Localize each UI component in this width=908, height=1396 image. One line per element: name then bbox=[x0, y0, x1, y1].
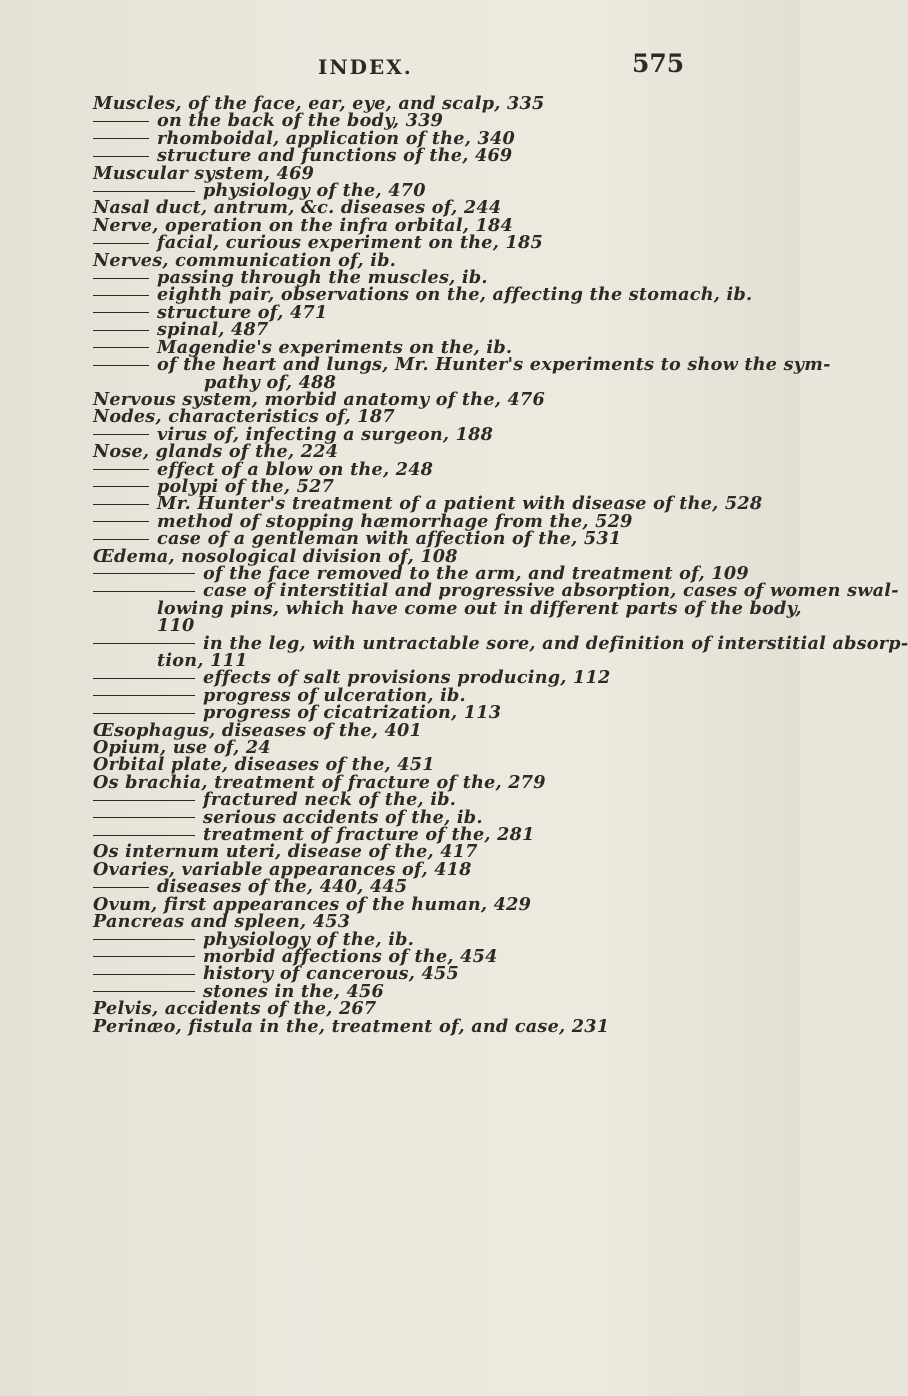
repeat-dash bbox=[93, 800, 195, 801]
repeat-dash bbox=[93, 539, 149, 540]
repeat-dash bbox=[93, 243, 149, 244]
entry-text: progress of ulceration, ib. bbox=[203, 684, 466, 706]
index-entry bbox=[0, 458, 800, 480]
repeat-dash bbox=[93, 312, 149, 313]
entry-text: Pancreas and spleen, 453 bbox=[93, 911, 351, 933]
repeat-dash bbox=[93, 817, 195, 818]
entry-text: progress of cicatrization, 113 bbox=[203, 702, 502, 724]
repeat-dash bbox=[93, 486, 149, 487]
page-number: 575 bbox=[632, 49, 685, 78]
entry-text: Os brachia, treatment of fracture of the, 279 bbox=[93, 771, 546, 793]
index-entry bbox=[0, 1015, 800, 1037]
entry-text: passing through the muscles, ib. bbox=[157, 267, 488, 289]
entry-text: physiology of the, 470 bbox=[203, 180, 426, 202]
entry-text: Nose, glands of the, 224 bbox=[93, 441, 339, 463]
entry-text: polypi of the, 527 bbox=[157, 475, 335, 497]
repeat-dash bbox=[93, 156, 149, 157]
entry-text: spinal, 487 bbox=[157, 319, 269, 341]
entry-text: structure and functions of the, 469 bbox=[157, 145, 513, 167]
entry-text: Muscular system, 469 bbox=[93, 162, 315, 184]
repeat-dash bbox=[93, 835, 195, 836]
repeat-dash bbox=[93, 521, 149, 522]
entry-text: Mr. Hunter's treatment of a patient with disease of the, 528 bbox=[157, 493, 763, 515]
entry-text: effects of salt provisions producing, 112 bbox=[203, 667, 611, 689]
entry-text: Nerves, communication of, ib. bbox=[93, 249, 397, 271]
entry-text: Os internum uteri, disease of the, 417 bbox=[93, 841, 478, 863]
entry-text: Pelvis, accidents of the, 267 bbox=[93, 998, 377, 1020]
entry-text: effect of a blow on the, 248 bbox=[157, 458, 434, 480]
entry-text: eighth pair, observations on the, affecting the stomach, ib. bbox=[157, 284, 753, 306]
entry-text: of the face removed to the arm, and treatment of, 109 bbox=[203, 562, 749, 584]
entry-text: on the back of the body, 339 bbox=[157, 110, 444, 132]
entry-text: Magendie's experiments on the, ib. bbox=[157, 336, 513, 358]
entry-text: Perinæo, fistula in the, treatment of, and case, 231 bbox=[93, 1015, 610, 1037]
entry-text: method of stopping hæmorrhage from the, 529 bbox=[157, 510, 633, 532]
entry-text: morbid affections of the, 454 bbox=[203, 945, 498, 967]
index-entry bbox=[0, 301, 800, 323]
entry-text: Nodes, characteristics of, 187 bbox=[93, 406, 395, 428]
entry-text: diseases of the, 440, 445 bbox=[157, 876, 408, 898]
repeat-dash bbox=[93, 504, 149, 505]
repeat-dash bbox=[93, 347, 149, 348]
repeat-dash bbox=[93, 974, 195, 975]
entry-text: Œdema, nosological division of, 108 bbox=[93, 545, 458, 567]
repeat-dash bbox=[93, 678, 195, 679]
entry-text: 110 bbox=[157, 615, 195, 637]
entry-text: fractured neck of the, ib. bbox=[203, 789, 457, 811]
repeat-dash bbox=[93, 713, 195, 714]
entry-text: in the leg, with untractable sore, and definition of interstitial absorp- bbox=[203, 632, 908, 654]
repeat-dash bbox=[93, 434, 149, 435]
entry-text: Orbital plate, diseases of the, 451 bbox=[93, 754, 435, 776]
page-header bbox=[0, 49, 800, 85]
entry-continuation: tion, 111 bbox=[157, 650, 248, 671]
repeat-dash bbox=[93, 991, 195, 992]
index-title: INDEX. bbox=[318, 55, 413, 79]
repeat-dash bbox=[93, 573, 195, 574]
entry-text: treatment of fracture of the, 281 bbox=[203, 824, 535, 846]
repeat-dash bbox=[93, 939, 195, 940]
repeat-dash bbox=[93, 956, 195, 957]
index-entry bbox=[0, 632, 908, 654]
entry-text: history of cancerous, 455 bbox=[203, 963, 460, 985]
entry-text: of the heart and lungs, Mr. Hunter's experiments to show the sym- bbox=[157, 354, 831, 376]
repeat-dash bbox=[93, 330, 149, 331]
entry-text: physiology of the, ib. bbox=[203, 928, 415, 950]
repeat-dash bbox=[93, 887, 149, 888]
index-entry bbox=[0, 580, 899, 602]
repeat-dash bbox=[93, 138, 149, 139]
entry-text: case of a gentleman with affection of the, 531 bbox=[157, 528, 622, 550]
entry-continuation: pathy of, 488 bbox=[204, 371, 337, 393]
entry-text: virus of, infecting a surgeon, 188 bbox=[157, 423, 494, 445]
entry-text: Nervous system, morbid anatomy of the, 476 bbox=[93, 388, 546, 410]
entry-text: Ovum, first appearances of the human, 429 bbox=[93, 893, 532, 915]
entry-text: Nerve, operation on the infra orbital, 184 bbox=[93, 214, 513, 236]
index-entry bbox=[0, 354, 831, 376]
entry-text: rhomboidal, application of the, 340 bbox=[157, 127, 515, 149]
index-entry bbox=[0, 284, 800, 306]
repeat-dash bbox=[93, 191, 195, 192]
repeat-dash bbox=[93, 121, 149, 122]
index-entries bbox=[0, 93, 908, 1037]
entry-text: Œsophagus, diseases of the, 401 bbox=[93, 719, 423, 741]
entry-text: Nasal duct, antrum, &c. diseases of, 244 bbox=[93, 197, 502, 219]
entry-text: serious accidents of the, ib. bbox=[203, 806, 483, 828]
repeat-dash bbox=[93, 295, 149, 296]
entry-continuation: lowing pins, which have come out in different parts of the body, bbox=[157, 597, 802, 619]
entry-text: case of interstitial and progressive absorption, cases of women swal- bbox=[203, 580, 899, 602]
index-entry bbox=[0, 963, 800, 985]
repeat-dash bbox=[93, 278, 149, 279]
repeat-dash bbox=[93, 695, 195, 696]
entry-text: facial, curious experiment on the, 185 bbox=[157, 232, 543, 254]
entry-text: stones in the, 456 bbox=[203, 980, 384, 1002]
entry-text: Muscles, of the face, ear, eye, and scalp, 335 bbox=[93, 93, 545, 114]
repeat-dash bbox=[93, 469, 149, 470]
entry-text: structure of, 471 bbox=[157, 301, 328, 323]
repeat-dash bbox=[93, 643, 195, 644]
repeat-dash bbox=[93, 591, 195, 592]
entry-text: Ovaries, variable appearances of, 418 bbox=[93, 858, 472, 880]
repeat-dash bbox=[93, 365, 149, 366]
entry-text: Opium, use of, 24 bbox=[93, 737, 271, 759]
